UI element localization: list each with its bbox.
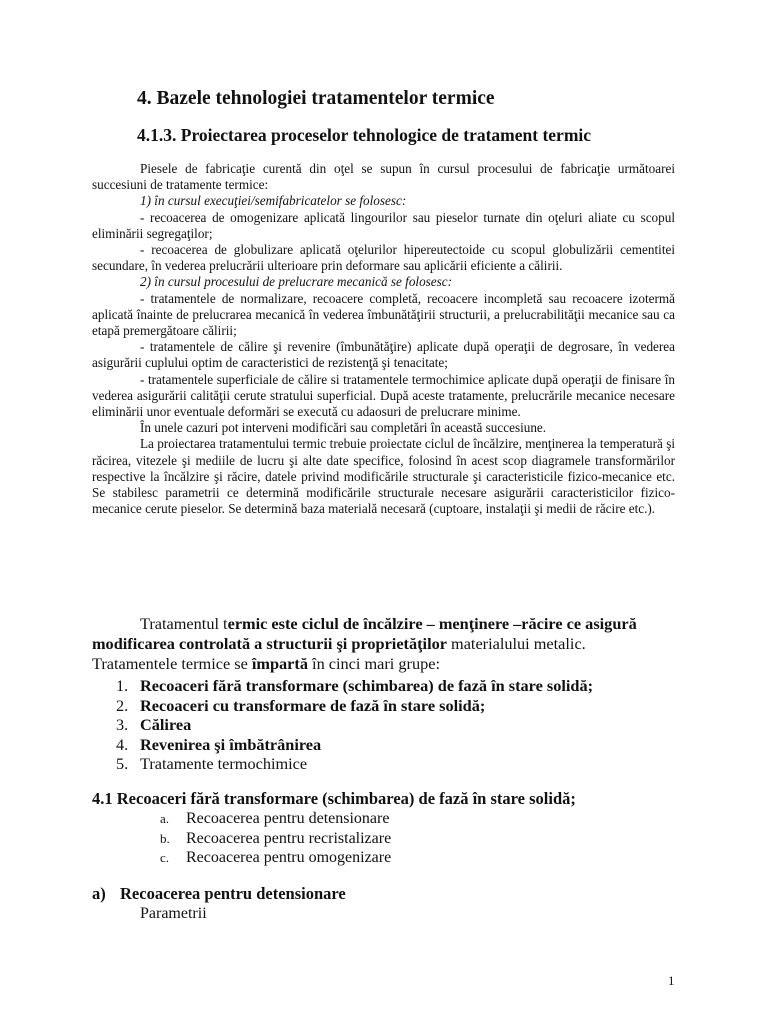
list-letter: b.: [160, 830, 170, 846]
list-item: [116, 696, 593, 716]
subheading-machining: 2) în cursul procesului de prelucrare mecanică se folosesc:: [140, 274, 453, 290]
list-number: 5.: [116, 754, 129, 774]
list-number: 4.: [116, 734, 129, 754]
definition-tail: materialului metalic.: [446, 634, 586, 653]
list-label: Recoaceri cu transformare de fază în stare solidă;: [140, 695, 486, 715]
bullet-normalization: - tratamentele de normalizare, recoacere completă, recoacere incompletă sau recoacere izotermă aplicată înainte de prelucrarea mecanică în vederea îmbunătăţirii structurii, a prelucrabilităţii mecanice sau ca etapă premergătoare călirii;: [92, 290, 675, 339]
subsection-title: Recoacerea pentru detensionare: [120, 884, 346, 903]
paragraph-design: La proiectarea tratamentului termic trebuie proiectate ciclul de încălzire, menţinerea la temperatură şi răcirea, vitezele şi mediile de lucru şi alte date specifice, folosind în acest scop diagramele transformărilor respective la încălzire şi răcire, datele privind modificările structurale şi caracteristicile fizico-mecanice etc. Se stabilesc parametrii ce determină modificările structurale necesare asigurării caracteristicilor fizico-mecanice cerute pieselor. Se determină baza materială necesară (cuptoare, instalaţii şi medii de răcire etc.).: [92, 436, 675, 517]
list-item: [116, 676, 593, 696]
list-letter: a.: [160, 811, 170, 826]
subsection-a-heading: [92, 884, 346, 904]
list-item: [116, 735, 593, 755]
list-number: 1.: [116, 676, 129, 695]
section-4-1-heading: 4.1 Recoaceri fără transformare (schimbarea) de fază în stare solidă;: [92, 789, 576, 808]
list-label: Recoacerea pentru detensionare: [186, 810, 390, 827]
list-item: [160, 848, 391, 868]
paragraph-modifications: În unele cazuri pot interveni modificări sau completări în această succesiune.: [140, 420, 547, 436]
list-number: 3.: [116, 715, 129, 735]
list-label: Recoacerea pentru recristalizare: [186, 829, 392, 847]
groups-intro-c: în cinci mari grupe:: [307, 654, 440, 673]
list-number: 2.: [116, 695, 129, 715]
paragraph-intro: Piesele de fabricaţie curentă din oţel se supun în cursul procesului de fabricaţie următoarei succesiuni de tratamente termice:: [92, 161, 675, 193]
subheading-execution: 1) în cursul execuţiei/semifabricatelor se folosesc:: [140, 193, 407, 209]
bullet-homogenization: - recoacerea de omogenizare aplicată lingourilor sau pieselor turnate din oţeluri aliate cu scopul eliminării segregaţilor;: [92, 209, 675, 241]
list-label: Recoacerea pentru omogenizare: [186, 849, 392, 867]
list-label: Tratamente termochimice: [140, 754, 308, 774]
definition-block: [92, 614, 692, 674]
definition-bold: ermic este ciclul de încălzire – menţinere –răcire ce asigură modificarea controlată a structurii şi proprietăţilor: [92, 614, 637, 653]
list-item: [160, 829, 391, 849]
groups-intro: [92, 654, 692, 674]
groups-intro-a: Tratamentele termice se: [92, 654, 252, 673]
groups-intro-b: împartă: [251, 654, 308, 673]
definition-paragraph: [92, 614, 692, 654]
treatment-groups-list: [116, 676, 593, 774]
page-number: 1: [668, 973, 675, 988]
list-letter: c.: [160, 850, 170, 866]
chapter-title: 4. Bazele tehnologiei tratamentelor termice: [137, 88, 495, 109]
section-body: [92, 161, 675, 517]
definition-lead: Tratamentul t: [140, 614, 228, 633]
annealing-types-list: [160, 809, 391, 868]
list-label: Călirea: [140, 715, 192, 735]
list-label: Revenirea şi îmbătrânirea: [140, 734, 322, 754]
list-item: [116, 715, 593, 735]
list-label: Recoaceri fără transformare (schimbarea) de fază în stare solidă;: [140, 676, 594, 695]
section-title: 4.1.3. Proiectarea proceselor tehnologice de tratament termic: [137, 125, 592, 145]
bullet-globulization: - recoacerea de globulizare aplicată oţelurilor hipereutectoide cu scopul globulizării cementitei secundare, în vederea prelucrării ulterioare prin deformare sau aplicării eficiente a călirii.: [92, 242, 675, 274]
parameters-label: Parametrii: [140, 905, 207, 922]
list-item: [160, 809, 391, 829]
bullet-surface: - tratamentele superficiale de călire si tratamentele termochimice aplicate după operaţii de finisare în vederea asigurării calităţii cerute stratului superficial. După aceste tratamente, prelucrările mecanice necesare eliminării unor eventuale deformări se execută cu adaosuri de prelucrare minime.: [92, 371, 675, 420]
subsection-label: a): [92, 884, 106, 903]
bullet-quenching: - tratamentele de călire şi revenire (îmbunătăţire) aplicate după operaţii de degrosare, în vederea asigurării cuplului optim de caracteristici de rezistenţă şi tenacitate;: [92, 339, 675, 371]
list-item: [116, 754, 593, 774]
